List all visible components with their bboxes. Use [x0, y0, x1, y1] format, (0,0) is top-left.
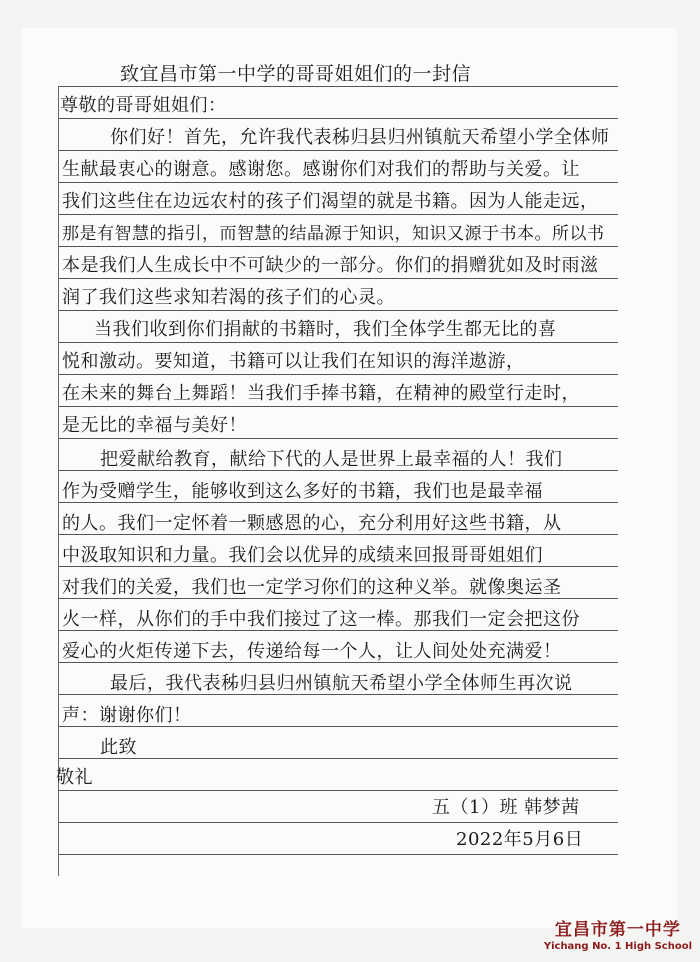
body-line: 本是我们人生成长中不可缺少的一部分。你们的捐赠犹如及时雨滋	[62, 255, 599, 276]
body-line: 把爱献给教育，献给下代的人是世界上最幸福的人！我们	[100, 449, 563, 470]
body-line: 你们好！首先，允许我代表秭归县归州镇航天希望小学全体师	[110, 127, 610, 148]
ruled-line	[58, 278, 618, 279]
body-line: 爱心的火炬传递下去，传递给每一个人，让人间处处充满爱！	[62, 641, 562, 662]
ruled-line	[58, 374, 618, 375]
signature: 五（1）班 韩梦茜	[432, 797, 580, 818]
body-line: 生献最衷心的谢意。感谢您。感谢你们对我们的帮助与关爱。让	[62, 159, 580, 180]
letter-greeting: 尊敬的哥哥姐姐们：	[60, 95, 227, 116]
ruled-line	[58, 790, 618, 791]
body-line: 是无比的幸福与美好！	[62, 415, 247, 436]
ruled-line	[58, 246, 618, 247]
body-line: 的人。我们一定怀着一颗感恩的心，充分利用好这些书籍，从	[62, 513, 562, 534]
body-line: 我们这些住在边远农村的孩子们渴望的就是书籍。因为人能走远，	[62, 191, 599, 212]
body-line: 声：谢谢你们！	[62, 705, 192, 726]
ruled-line	[58, 822, 618, 823]
closing-phrase: 此致	[100, 737, 137, 758]
school-logo	[544, 915, 692, 952]
ruled-line	[58, 342, 618, 343]
letter-title: 致宜昌市第一中学的哥哥姐姐们的一封信	[120, 63, 472, 85]
body-line: 当我们收到你们捐献的书籍时，我们全体学生都无比的喜	[94, 319, 557, 340]
closing-salute: 敬礼	[56, 767, 93, 788]
body-line: 那是有智慧的指引，而智慧的结晶源于知识，知识又源于书本。所以书	[62, 224, 605, 244]
ruled-line	[58, 150, 618, 151]
ruled-line	[58, 854, 618, 855]
ruled-line	[58, 182, 618, 183]
school-name-cn: 宜昌市第一中学	[554, 920, 681, 940]
body-line: 润了我们这些求知若渴的孩子们的心灵。	[62, 287, 395, 308]
letter-date: 2022年5月6日	[456, 829, 584, 850]
school-name-en: Yichang No. 1 High School	[543, 941, 692, 952]
ruled-line	[58, 310, 618, 311]
margin-line	[58, 86, 59, 876]
ruled-line	[58, 86, 618, 87]
ruled-line	[58, 406, 618, 407]
body-line: 在未来的舞台上舞蹈！当我们手捧书籍，在精神的殿堂行走时，	[62, 383, 580, 404]
ruled-line	[58, 118, 618, 119]
body-line: 对我们的关爱，我们也一定学习你们的这种义举。就像奥运圣	[62, 577, 562, 598]
body-line: 最后，我代表秭归县归州镇航天希望小学全体师生再次说	[110, 673, 573, 694]
body-line: 中汲取知识和力量。我们会以优异的成绩来回报哥哥姐姐们	[62, 545, 543, 566]
body-line: 作为受赠学生，能够收到这么多好的书籍，我们也是最幸福	[62, 481, 543, 502]
body-line: 火一样，从你们的手中我们接过了这一棒。那我们一定会把这份	[62, 609, 580, 630]
ruled-line	[58, 214, 618, 215]
body-line: 悦和激动。要知道，书籍可以让我们在知识的海洋遨游，	[62, 351, 525, 372]
ruled-line	[58, 438, 618, 439]
